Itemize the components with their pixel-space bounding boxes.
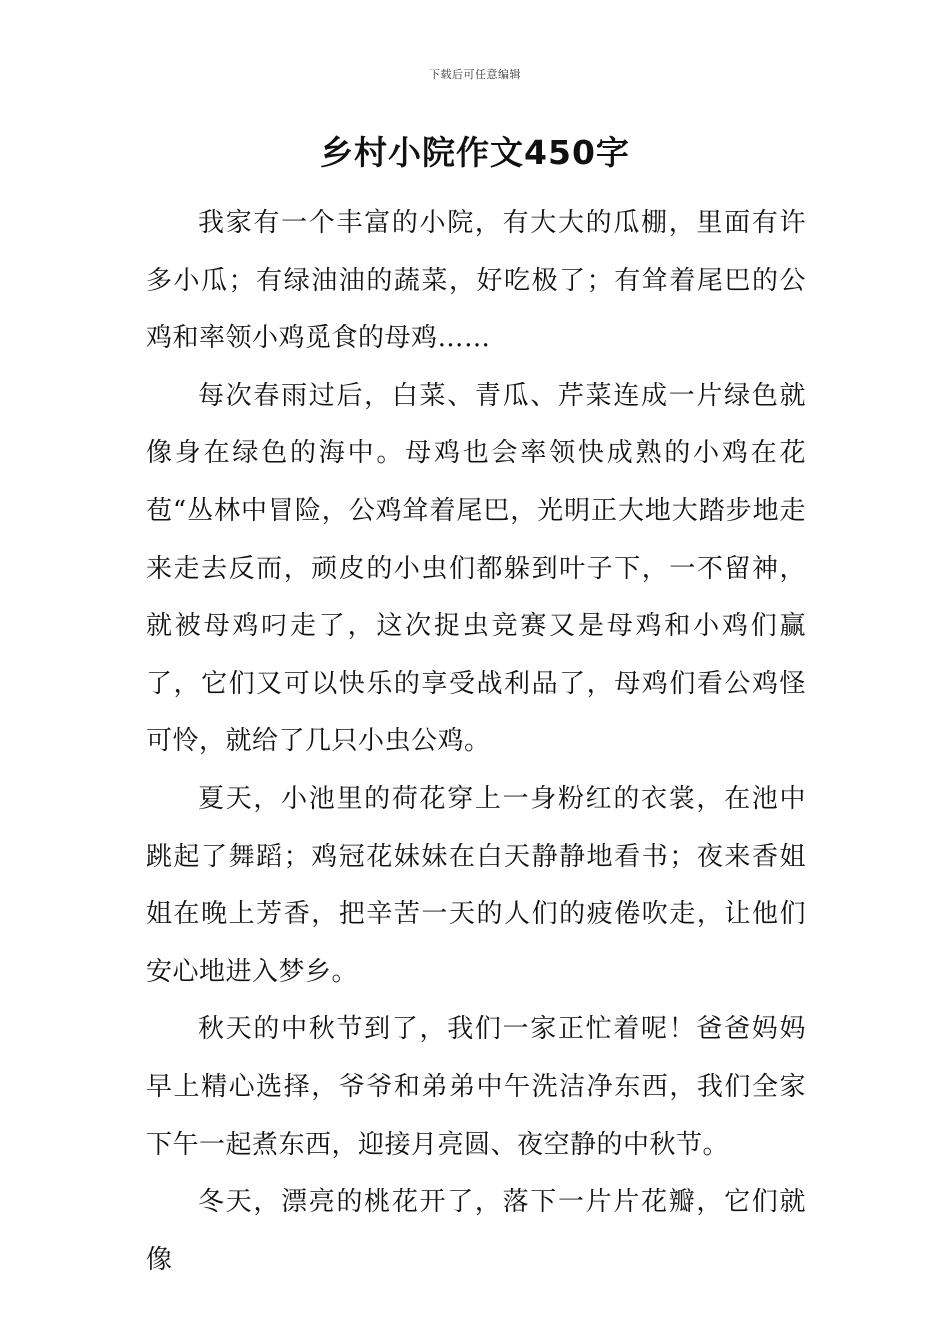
paragraph-4: 秋天的中秋节到了，我们一家正忙着呢！爸爸妈妈早上精心选择，爷爷和弟弟中午洗洁净东西，我们全家下午一起煮东西，迎接月亮圆、夜空静的中秋节。 (146, 1014, 806, 1160)
header-note: 下载后可任意编辑 (429, 68, 521, 81)
paragraph-1: 我家有一个丰富的小院，有大大的瓜棚，里面有许多小瓜；有绿油油的蔬菜，好吃极了；有耸着尾巴的公鸡和率领小鸡觅食的母鸡…… (146, 208, 806, 354)
paragraph-5: 冬天，漂亮的桃花开了，落下一片片花瓣，它们就像 (146, 1187, 806, 1275)
document-body (146, 195, 806, 1289)
document-title: 乡村小院作文450字 (320, 133, 630, 172)
paragraph-2: 每次春雨过后，白菜、青瓜、芹菜连成一片绿色就像身在绿色的海中。母鸡也会率领快成熟的小鸡在花苞“丛林中冒险，公鸡耸着尾巴，光明正大地大踏步地走来走去反而，顽皮的小虫们都躲到叶子下，一不留神，就被母鸡叼走了，这次捉虫竞赛又是母鸡和小鸡们赢了，它们又可以快乐的享受战利品了，母鸡们看公鸡怪可怜，就给了几只小虫公鸡。 (146, 380, 806, 757)
paragraph-3: 夏天，小池里的荷花穿上一身粉红的衣裳，在池中跳起了舞蹈；鸡冠花妹妹在白天静静地看书；夜来香姐姐在晚上芳香，把辛苦一天的人们的疲倦吹走，让他们安心地进入梦乡。 (146, 783, 806, 987)
